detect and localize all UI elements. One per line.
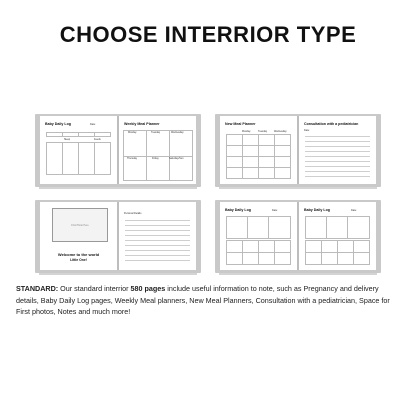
day-label: Wednesday [171, 131, 184, 134]
personal-details-page [119, 202, 196, 270]
new-meal-planner-title: New Meal Planner [225, 122, 256, 126]
column-header-feeds: Feeds [94, 138, 101, 141]
planner-grid [226, 134, 291, 179]
column-label: Monday [242, 130, 251, 133]
first-photo-page [40, 202, 117, 270]
description-lead: STANDARD: [16, 284, 59, 293]
log-table [305, 240, 370, 265]
personal-details-title: Personal Details [124, 212, 142, 215]
day-label: Thursday [127, 157, 137, 160]
description-page-count: 580 pages [130, 284, 166, 293]
photo-label: First Photo Here [71, 223, 89, 227]
meal-grid-top [123, 130, 193, 157]
baby-daily-log-page [220, 202, 297, 270]
log-table [46, 142, 111, 175]
description-text-1: Our standard interrior [58, 284, 131, 293]
description-text-2: include useful information to note, such as Pregnancy and delivery details, Baby Daily Log pages, Weekly Meal planners, New Meal Planners, Consultation with a pediatrician, Space for First photos, Notes and much more! [16, 284, 390, 317]
weekly-meal-planner-title: Weekly Meal Planner [124, 122, 160, 126]
interior-preview-baby-log-meal-planner [35, 114, 201, 187]
day-label: Monday [128, 131, 137, 134]
log-grid [46, 132, 111, 137]
day-label: Tuesday [151, 131, 161, 134]
photo-frame [52, 208, 108, 242]
consultation-title: Consultation with a pediatrician [304, 122, 359, 126]
column-label: Tuesday [258, 130, 268, 133]
interior-preview-baby-log-spread [215, 200, 381, 273]
baby-daily-log-page [40, 116, 117, 184]
date-label: Date: [351, 209, 357, 212]
column-label: Wednesday [274, 130, 287, 133]
welcome-line-2: Little One! [70, 258, 87, 262]
welcome-line-1: Welcome to the world [57, 252, 100, 257]
interior-preview-meal-planner-consultation [215, 114, 381, 187]
day-label: Saturday/Sun [169, 157, 184, 160]
weekly-meal-planner-page [119, 116, 196, 184]
baby-daily-log-title: Baby Daily Log [304, 208, 330, 212]
baby-daily-log-page [299, 202, 376, 270]
page-title: CHOOSE INTERRIOR TYPE [59, 22, 357, 47]
baby-daily-log-title: Baby Daily Log [45, 122, 71, 126]
interior-preview-first-photo [35, 200, 201, 273]
date-label: Date: [90, 123, 96, 126]
interior-description [16, 283, 400, 318]
log-grid [305, 216, 370, 239]
baby-daily-log-title: Baby Daily Log [225, 208, 251, 212]
new-meal-planner-page [220, 116, 297, 184]
date-label: Date: [272, 209, 278, 212]
consultation-page [299, 116, 376, 184]
log-grid [226, 216, 291, 239]
log-table [226, 240, 291, 265]
day-label: Friday [152, 157, 159, 160]
date-label: Date: [304, 129, 310, 132]
column-header-sleep: Sleep [64, 138, 71, 141]
